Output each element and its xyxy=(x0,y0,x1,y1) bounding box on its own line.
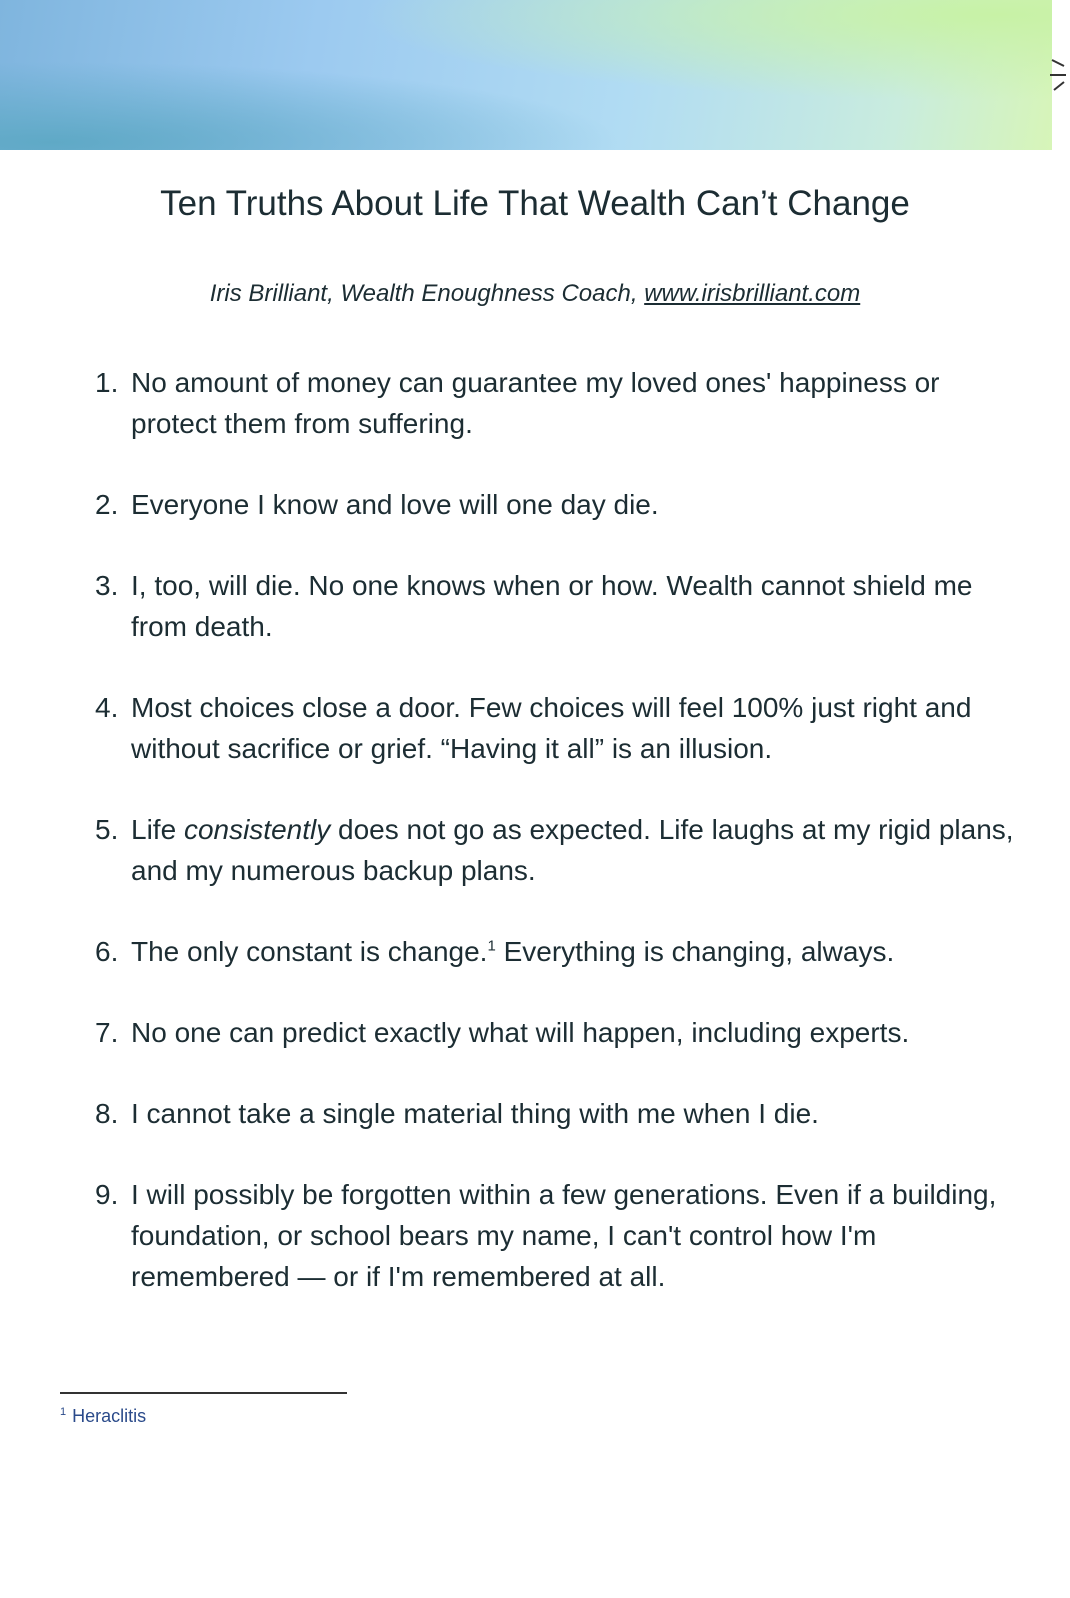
item-number: 9. xyxy=(95,1179,119,1210)
item-text: I will possibly be forgotten within a few generations. Even if a building, foundation, or school bears my name, I can't control how I'm remembered — or if I'm remembered at all. xyxy=(131,1179,997,1292)
list-item xyxy=(95,1093,1015,1134)
list-item xyxy=(95,362,1015,444)
list-item xyxy=(95,1174,1015,1297)
byline-text: Iris Brilliant, Wealth Enoughness Coach, xyxy=(209,280,645,307)
item-text: Most choices close a door. Few choices will feel 100% just right and without sacrifice or grief. “Having it all” is an illusion. xyxy=(131,692,972,764)
list-item xyxy=(95,687,1015,769)
item-text: Everyone I know and love will one day die. xyxy=(131,489,659,520)
item-text: No one can predict exactly what will happen, including experts. xyxy=(131,1017,910,1048)
item-number: 4. xyxy=(95,692,119,723)
footnote xyxy=(60,1406,146,1427)
list-item xyxy=(95,809,1015,891)
item-text: I cannot take a single material thing with me when I die. xyxy=(131,1098,819,1129)
footnote-mark: 1 xyxy=(60,1406,67,1418)
footnote-divider xyxy=(60,1392,347,1394)
list-item xyxy=(95,484,1015,525)
item-number: 3. xyxy=(95,570,119,601)
page-title: Ten Truths About Life That Wealth Can’t Change xyxy=(160,184,910,223)
header-banner xyxy=(0,0,1052,150)
website-link[interactable]: www.irisbrilliant.com xyxy=(644,280,861,307)
item-text-emphasis: consistently xyxy=(183,814,331,845)
item-text-after: does not go as expected. Life laughs at my rigid plans, and my numerous backup plans. xyxy=(131,814,1014,886)
byline xyxy=(0,280,1070,308)
decorative-sparkle-icon xyxy=(1048,50,1070,100)
item-text-before: The only constant is change. xyxy=(131,936,488,967)
list-item xyxy=(95,931,1015,972)
item-text-after: Everything is changing, always. xyxy=(495,936,895,967)
item-number: 1. xyxy=(95,367,119,398)
item-text: No amount of money can guarantee my loved ones' happiness or protect them from suffering. xyxy=(131,367,940,439)
footnote-text: Heraclitis xyxy=(72,1406,147,1426)
list-item xyxy=(95,565,1015,647)
item-number: 6. xyxy=(95,936,119,967)
item-number: 5. xyxy=(95,814,119,845)
item-number: 8. xyxy=(95,1098,119,1129)
footnote-reference[interactable]: 1 xyxy=(487,937,496,955)
item-text: I, too, will die. No one knows when or how. Wealth cannot shield me from death. xyxy=(131,570,973,642)
item-text-before: Life xyxy=(131,814,184,845)
item-number: 2. xyxy=(95,489,119,520)
item-number: 7. xyxy=(95,1017,119,1048)
list-item xyxy=(95,1012,1015,1053)
truths-list xyxy=(95,362,1015,1337)
